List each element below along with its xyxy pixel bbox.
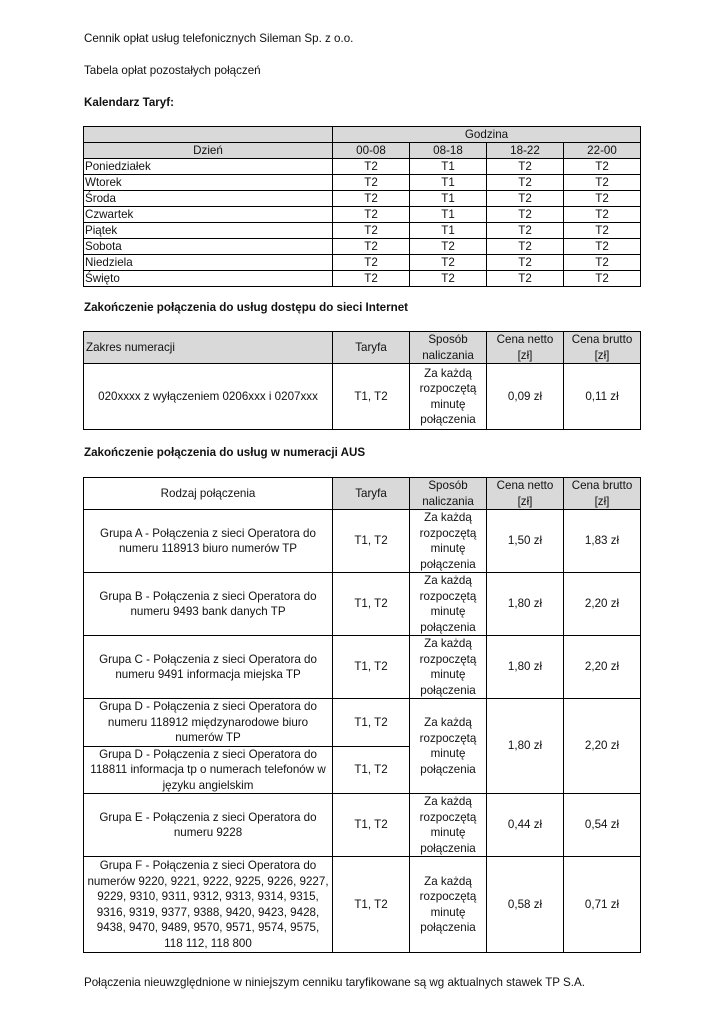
tariff-cell: T2 xyxy=(564,175,641,191)
internet-section-heading: Zakończenie połączenia do usług dostępu do sieci Internet xyxy=(84,301,409,314)
tariff-cell: T1, T2 xyxy=(333,510,410,573)
footer-note: Połączenia nieuwzględnione w niniejszym cenniku taryfikowane są wg aktualnych stawek TP S.A. xyxy=(84,976,585,989)
gross-price-cell: 0,71 zł xyxy=(564,857,641,953)
tariff-cell: T2 xyxy=(410,255,487,271)
day-cell: Poniedziałek xyxy=(84,159,333,175)
table-row xyxy=(84,175,641,191)
aus-header-row xyxy=(84,478,641,510)
calendar-heading: Kalendarz Taryf: xyxy=(84,96,174,109)
tariff-cell: T2 xyxy=(564,239,641,255)
group-c-desc: Grupa C - Połączenia z sieci Operatora do numeru 9491 informacja miejska TP xyxy=(84,636,333,699)
net-price-cell: 0,09 zł xyxy=(487,364,564,430)
net-price-column-header: Cena netto [zł] xyxy=(487,332,564,364)
range-cell: 020xxxx z wyłączeniem 0206xxx i 0207xxx xyxy=(84,364,333,430)
group-d1-desc: Grupa D - Połączenia z sieci Operatora do numeru 118912 międzynarodowe biuro numerów TP xyxy=(84,699,333,747)
table-row xyxy=(84,271,641,287)
method-cell: Za każdą rozpoczętą minutę połączenia xyxy=(410,699,487,794)
tariff-cell: T2 xyxy=(333,191,410,207)
document-subtitle: Tabela opłat pozostałych połączeń xyxy=(84,64,261,77)
hour-group-header: Godzina xyxy=(333,127,641,143)
group-b-desc: Grupa B - Połączenia z sieci Operatora do numeru 9493 bank danych TP xyxy=(84,573,333,636)
tariff-cell: T2 xyxy=(564,207,641,223)
table-row xyxy=(84,223,641,239)
tariff-cell: T2 xyxy=(487,207,564,223)
method-cell: Za każdą rozpoczętą minutę połączenia xyxy=(410,510,487,573)
tariff-cell: T2 xyxy=(564,159,641,175)
document-title: Cennik opłat usług telefonicznych Sileman Sp. z o.o. xyxy=(84,32,354,45)
tariff-cell: T1, T2 xyxy=(333,364,410,430)
method-cell: Za każdą rozpoczętą minutę połączenia xyxy=(410,573,487,636)
table-row xyxy=(84,255,641,271)
table-row xyxy=(84,510,641,573)
tariff-cell: T2 xyxy=(333,223,410,239)
day-cell: Sobota xyxy=(84,239,333,255)
hour-column-header: 18-22 xyxy=(487,143,564,159)
tariff-calendar-table xyxy=(83,126,641,287)
kind-column-header: Rodzaj połączenia xyxy=(84,478,333,510)
method-cell: Za każdą rozpoczętą minutę połączenia xyxy=(410,364,487,430)
tariff-cell: T2 xyxy=(487,191,564,207)
net-price-cell: 1,80 zł xyxy=(487,699,564,794)
tariff-cell: T2 xyxy=(333,255,410,271)
table-row xyxy=(84,699,641,747)
net-price-column-header: Cena netto [zł] xyxy=(487,478,564,510)
group-f-desc: Grupa F - Połączenia z sieci Operatora do numerów 9220, 9221, 9222, 9225, 9226, 9227, 9229, 9310, 9311, 9312, 9313, 9314, 9315, 9316, 9319, 9377, 9388, 9420, 9423, 9428, 9438, 9470, 9489, 9570, 9571, 9574, 9575, 118 112, 118 800 xyxy=(84,857,333,953)
tariff-cell: T1, T2 xyxy=(333,636,410,699)
tariff-cell: T2 xyxy=(487,159,564,175)
table-row xyxy=(84,857,641,953)
group-e-desc: Grupa E - Połączenia z sieci Operatora do numeru 9228 xyxy=(84,794,333,857)
tariff-cell: T2 xyxy=(487,175,564,191)
day-cell: Środa xyxy=(84,191,333,207)
table-row xyxy=(84,239,641,255)
table-row xyxy=(84,636,641,699)
tariff-cell: T2 xyxy=(410,239,487,255)
day-column-header: Dzień xyxy=(84,143,333,159)
tariff-cell: T2 xyxy=(564,255,641,271)
calendar-header-row xyxy=(84,127,641,143)
table-row xyxy=(84,191,641,207)
day-cell: Czwartek xyxy=(84,207,333,223)
tariff-cell: T2 xyxy=(487,223,564,239)
gross-price-cell: 2,20 zł xyxy=(564,699,641,794)
tariff-cell: T1 xyxy=(410,159,487,175)
table-row xyxy=(84,573,641,636)
net-price-cell: 0,58 zł xyxy=(487,857,564,953)
net-price-cell: 1,80 zł xyxy=(487,573,564,636)
tariff-cell: T2 xyxy=(564,223,641,239)
calendar-subheader-row xyxy=(84,143,641,159)
net-price-cell: 1,50 zł xyxy=(487,510,564,573)
gross-price-column-header: Cena brutto [zł] xyxy=(564,332,641,364)
tariff-cell: T1, T2 xyxy=(333,699,410,747)
tariff-cell: T1 xyxy=(410,207,487,223)
tariff-cell: T2 xyxy=(487,255,564,271)
gross-price-cell: 2,20 zł xyxy=(564,573,641,636)
calendar-corner-cell xyxy=(84,127,333,143)
day-cell: Piątek xyxy=(84,223,333,239)
group-d2-desc: Grupa D - Połączenia z sieci Operatora do 118811 informacja tp o numerach telefonów w języku angielskim xyxy=(84,746,333,794)
tariff-cell: T2 xyxy=(333,159,410,175)
table-row xyxy=(84,794,641,857)
internet-header-row xyxy=(84,332,641,364)
method-cell: Za każdą rozpoczętą minutę połączenia xyxy=(410,857,487,953)
method-column-header: Sposób naliczania xyxy=(410,478,487,510)
internet-pricing-table xyxy=(83,331,641,430)
tariff-cell: T2 xyxy=(333,175,410,191)
hour-column-header: 00-08 xyxy=(333,143,410,159)
aus-section-heading: Zakończenie połączenia do usług w numeracji AUS xyxy=(84,446,366,459)
day-cell: Niedziela xyxy=(84,255,333,271)
gross-price-cell: 0,11 zł xyxy=(564,364,641,430)
range-column-header: Zakres numeracji xyxy=(84,332,333,364)
table-row xyxy=(84,207,641,223)
hour-column-header: 22-00 xyxy=(564,143,641,159)
gross-price-cell: 0,54 zł xyxy=(564,794,641,857)
tariff-cell: T1, T2 xyxy=(333,573,410,636)
tariff-cell: T2 xyxy=(410,271,487,287)
net-price-cell: 1,80 zł xyxy=(487,636,564,699)
tariff-cell: T2 xyxy=(333,271,410,287)
method-cell: Za każdą rozpoczętą minutę połączenia xyxy=(410,794,487,857)
gross-price-cell: 1,83 zł xyxy=(564,510,641,573)
table-row xyxy=(84,364,641,430)
tariff-cell: T1, T2 xyxy=(333,857,410,953)
tariff-column-header: Taryfa xyxy=(333,332,410,364)
gross-price-cell: 2,20 zł xyxy=(564,636,641,699)
tariff-cell: T2 xyxy=(333,239,410,255)
method-column-header: Sposób naliczania xyxy=(410,332,487,364)
tariff-cell: T1, T2 xyxy=(333,746,410,794)
tariff-cell: T2 xyxy=(487,271,564,287)
tariff-cell: T1 xyxy=(410,191,487,207)
tariff-cell: T2 xyxy=(564,191,641,207)
hour-column-header: 08-18 xyxy=(410,143,487,159)
day-cell: Wtorek xyxy=(84,175,333,191)
aus-pricing-table xyxy=(83,477,641,953)
tariff-cell: T2 xyxy=(487,239,564,255)
method-cell: Za każdą rozpoczętą minutę połączenia xyxy=(410,636,487,699)
table-row xyxy=(84,159,641,175)
tariff-cell: T2 xyxy=(333,207,410,223)
tariff-cell: T1, T2 xyxy=(333,794,410,857)
tariff-column-header: Taryfa xyxy=(333,478,410,510)
day-cell: Święto xyxy=(84,271,333,287)
gross-price-column-header: Cena brutto [zł] xyxy=(564,478,641,510)
group-a-desc: Grupa A - Połączenia z sieci Operatora do numeru 118913 biuro numerów TP xyxy=(84,510,333,573)
tariff-cell: T1 xyxy=(410,175,487,191)
tariff-cell: T2 xyxy=(564,271,641,287)
tariff-cell: T1 xyxy=(410,223,487,239)
net-price-cell: 0,44 zł xyxy=(487,794,564,857)
